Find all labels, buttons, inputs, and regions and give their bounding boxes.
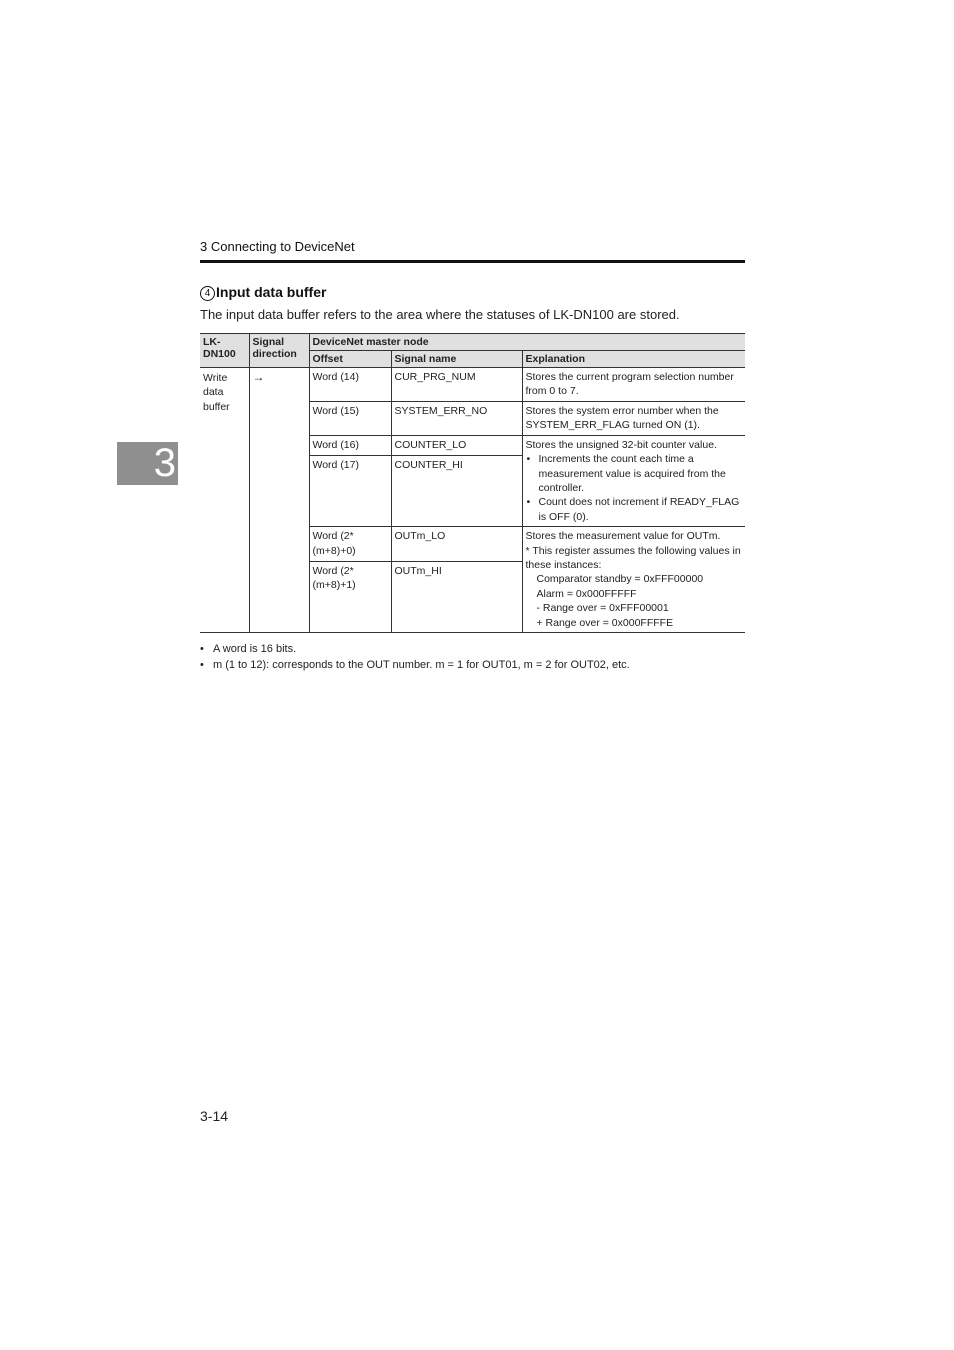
running-header: 3 Connecting to DeviceNet: [200, 239, 355, 254]
signal-name-cell: COUNTER_LO: [391, 435, 522, 455]
page-number: 3-14: [200, 1108, 229, 1124]
chapter-tab: 3: [117, 442, 178, 485]
counter-explanation-cell: [522, 435, 745, 526]
offset-cell: Word (16): [309, 435, 391, 455]
header-rule: [200, 260, 745, 263]
signal-name-cell: COUNTER_HI: [391, 456, 522, 527]
out-value-line: Alarm = 0x000FFFFF: [536, 587, 637, 600]
offset-cell: Word (17): [309, 456, 391, 527]
out-value-line: Comparator standby = 0xFFF00000: [536, 573, 704, 586]
header-explanation: Explanation: [522, 351, 745, 368]
counter-explanation-lead: Stores the unsigned 32-bit counter value.: [525, 438, 717, 451]
explanation-cell: Stores the current program selection number from 0 to 7.: [522, 368, 745, 402]
note-item: • A word is 16 bits.: [200, 641, 745, 657]
out-value-line: - Range over = 0xFFF00001: [536, 602, 669, 615]
out-explanation-note: * This register assumes the following values in these instances:: [525, 544, 741, 572]
signal-name-cell: CUR_PRG_NUM: [391, 368, 522, 402]
header-offset: Offset: [309, 351, 391, 368]
offset-cell: Word (15): [309, 401, 391, 435]
table-notes: [200, 641, 745, 673]
section-title-text: Input data buffer: [216, 284, 327, 300]
signal-name-cell: OUTm_LO: [391, 527, 522, 561]
out-explanation-lead: Stores the measurement value for OUTm.: [525, 530, 721, 543]
circled-number-marker: 4: [200, 286, 215, 301]
counter-explanation-list: [526, 452, 743, 524]
offset-cell: Word (14): [309, 368, 391, 402]
section-title: [200, 284, 326, 301]
header-signal-name: Signal name: [391, 351, 522, 368]
out-explanation-cell: [522, 527, 745, 633]
header-lk-dn100: LK-DN100: [200, 334, 249, 368]
explanation-cell: Stores the system error number when the SYSTEM_ERR_FLAG turned ON (1).: [522, 401, 745, 435]
table-row: [200, 368, 745, 402]
signal-name-cell: SYSTEM_ERR_NO: [391, 401, 522, 435]
write-data-buffer-label: Write data buffer: [200, 368, 249, 633]
offset-cell: Word (2*(m+8)+0): [309, 527, 391, 561]
header-signal-direction: Signal direction: [249, 334, 309, 368]
intro-paragraph: The input data buffer refers to the area where the statuses of LK-DN100 are stored.: [200, 307, 680, 322]
list-item: • Increments the count each time a measurement value is acquired from the controller.: [539, 452, 743, 495]
signal-name-cell: OUTm_HI: [391, 561, 522, 633]
direction-arrow: →: [249, 368, 309, 633]
out-value-line: + Range over = 0x000FFFFE: [536, 616, 674, 629]
header-devicenet-master-node: DeviceNet master node: [309, 334, 745, 351]
note-item: • m (1 to 12): corresponds to the OUT number. m = 1 for OUT01, m = 2 for OUT02, etc.: [200, 657, 745, 673]
input-data-buffer-table: [200, 333, 745, 633]
list-item: • Count does not increment if READY_FLAG is OFF (0).: [539, 495, 743, 524]
offset-cell: Word (2*(m+8)+1): [309, 561, 391, 633]
